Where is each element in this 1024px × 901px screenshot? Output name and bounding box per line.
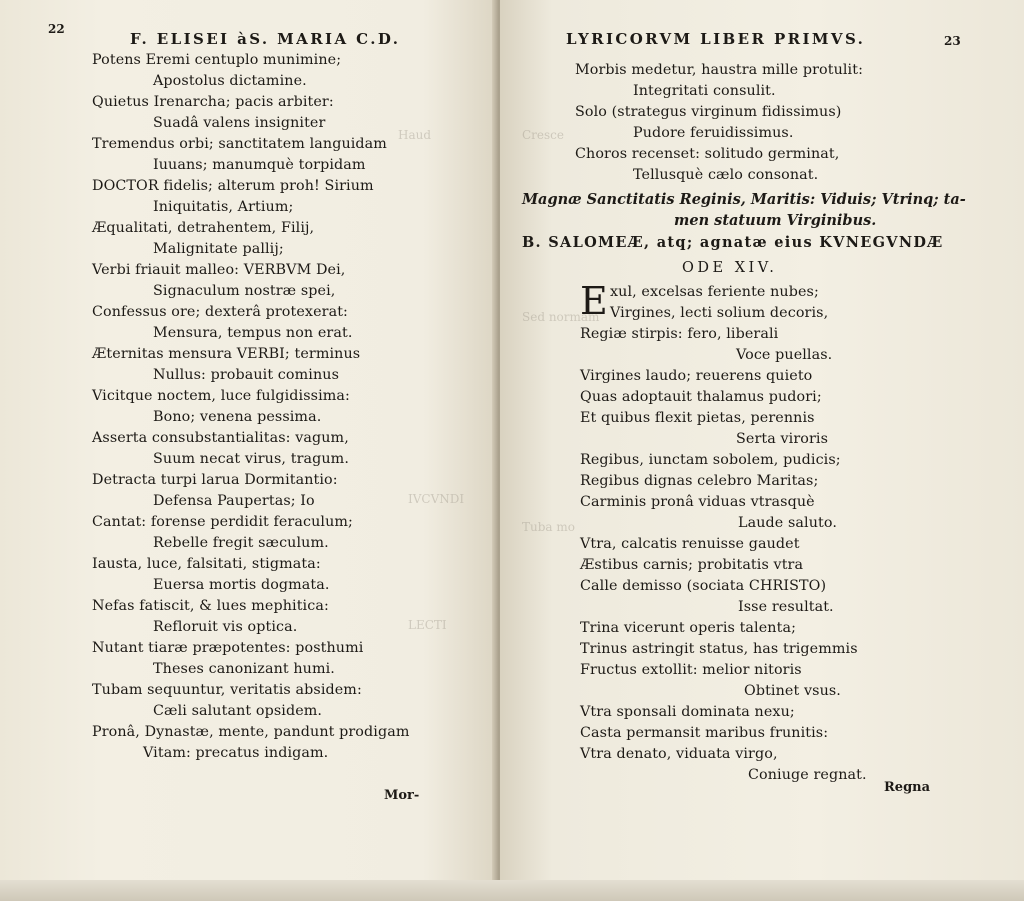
ode-number: ODE XIV. bbox=[682, 260, 778, 276]
verse-line: Carminis pronâ viduas vtrasquè bbox=[580, 494, 815, 510]
verse-line: Pudore feruidissimus. bbox=[633, 125, 794, 141]
catchword-left: Mor- bbox=[384, 788, 420, 803]
left-page bbox=[0, 0, 498, 901]
verse-line: Trinus astringit status, has trigemmis bbox=[580, 641, 858, 657]
verse-line: Voce puellas. bbox=[736, 347, 833, 363]
verse-line: Detracta turpi larua Dormitantio: bbox=[92, 472, 338, 488]
verse-line: Vtra, calcatis renuisse gaudet bbox=[580, 536, 800, 552]
verse-line: Solo (strategus virginum fidissimus) bbox=[575, 104, 842, 120]
verse-line: Theses canonizant humi. bbox=[153, 661, 335, 677]
verse-line: Serta viroris bbox=[736, 431, 829, 447]
verse-line: Rebelle fregit sæculum. bbox=[153, 535, 329, 551]
verse-line: Isse resultat. bbox=[738, 599, 834, 615]
show-through-text: Tuba mo bbox=[522, 520, 575, 534]
show-through-text: IVCVNDI bbox=[408, 492, 465, 506]
verse-line: Defensa Paupertas; Io bbox=[153, 493, 315, 509]
verse-line: Vicitque noctem, luce fulgidissima: bbox=[92, 388, 350, 404]
running-head-left: F. ELISEI àS. MARIA C.D. bbox=[130, 30, 401, 48]
verse-line: Refloruit vis optica. bbox=[153, 619, 298, 635]
verse-line: Morbis medetur, haustra mille protulit: bbox=[575, 62, 863, 78]
verse-line: Suum necat virus, tragum. bbox=[153, 451, 349, 467]
verse-line: Virgines, lecti solium decoris, bbox=[610, 305, 829, 321]
verse-line: Cantat: forense perdidit feraculum; bbox=[92, 514, 353, 530]
verse-line: Euersa mortis dogmata. bbox=[153, 577, 330, 593]
running-head-right: LYRICORVM LIBER PRIMVS. bbox=[566, 30, 866, 48]
verse-line: Casta permansit maribus frunitis: bbox=[580, 725, 829, 741]
show-through-text: LECTI bbox=[408, 618, 447, 632]
verse-line: xul, excelsas feriente nubes; bbox=[610, 284, 819, 300]
verse-line: Tremendus orbi; sanctitatem languidam bbox=[92, 136, 387, 152]
verse-line: Fructus extollit: melior nitoris bbox=[580, 662, 802, 678]
poem-dedication: Magnæ Sanctitatis Reginis, Maritis: Viduis; Vtrinq; ta- bbox=[522, 191, 966, 208]
verse-line: Calle demisso (sociata CHRISTO) bbox=[580, 578, 827, 594]
verse-line: Trina vicerunt operis talenta; bbox=[580, 620, 796, 636]
verse-line: Choros recenset: solitudo germinat, bbox=[575, 146, 840, 162]
catchword-right: Regna bbox=[884, 780, 931, 795]
verse-line: Virgines laudo; reuerens quieto bbox=[580, 368, 813, 384]
verse-line: Nullus: probauit cominus bbox=[153, 367, 340, 383]
verse-line: Regibus dignas celebro Maritas; bbox=[580, 473, 819, 489]
verse-line: Regiæ stirpis: fero, liberali bbox=[580, 326, 779, 342]
page-number-left: 22 bbox=[48, 22, 65, 36]
page-bottom-edge bbox=[0, 880, 1024, 901]
verse-line: Iniquitatis, Artium; bbox=[153, 199, 294, 215]
verse-line: Æstibus carnis; probitatis vtra bbox=[580, 557, 804, 573]
verse-line: Apostolus dictamine. bbox=[153, 73, 307, 89]
verse-line: Vitam: precatus indigam. bbox=[143, 745, 329, 761]
verse-line: Pronâ, Dynastæ, mente, pandunt prodigam bbox=[92, 724, 410, 740]
verse-line: Suadâ valens insigniter bbox=[153, 115, 326, 131]
show-through-text: Haud bbox=[398, 128, 432, 142]
verse-line: Verbi friauit malleo: VERBVM Dei, bbox=[92, 262, 346, 278]
verse-line: Iuuans; manumquè torpidam bbox=[153, 157, 366, 173]
verse-line: Malignitate pallij; bbox=[153, 241, 284, 257]
poem-title: B. SALOMEÆ, atq; agnatæ eius KVNEGVNDÆ bbox=[522, 234, 944, 251]
verse-line: Confessus ore; dexterâ protexerat: bbox=[92, 304, 348, 320]
verse-line: Signaculum nostræ spei, bbox=[153, 283, 336, 299]
verse-line: Tellusquè cælo consonat. bbox=[633, 167, 819, 183]
verse-line: Bono; venena pessima. bbox=[153, 409, 322, 425]
show-through-text: Cresce bbox=[522, 128, 564, 142]
right-page bbox=[500, 0, 1024, 901]
verse-line: Regibus, iunctam sobolem, pudicis; bbox=[580, 452, 841, 468]
verse-line: Vtra sponsali dominata nexu; bbox=[580, 704, 795, 720]
verse-line: Mensura, tempus non erat. bbox=[153, 325, 353, 341]
verse-line: Obtinet vsus. bbox=[744, 683, 841, 699]
verse-line: Cæli salutant opsidem. bbox=[153, 703, 323, 719]
verse-line: Quietus Irenarcha; pacis arbiter: bbox=[92, 94, 334, 110]
verse-line: Asserta consubstantialitas: vagum, bbox=[92, 430, 349, 446]
verse-line: Tubam sequuntur, veritatis absidem: bbox=[92, 682, 362, 698]
verse-line: Æqualitati, detrahentem, Filij, bbox=[92, 220, 315, 236]
verse-line: Quas adoptauit thalamus pudori; bbox=[580, 389, 822, 405]
page-number-right: 23 bbox=[944, 34, 961, 48]
verse-line: Integritati consulit. bbox=[633, 83, 776, 99]
verse-line: Potens Eremi centuplo munimine; bbox=[92, 52, 342, 68]
verse-line: DOCTOR fidelis; alterum proh! Sirium bbox=[92, 178, 374, 194]
verse-line: Et quibus flexit pietas, perennis bbox=[580, 410, 815, 426]
verse-line: Vtra denato, viduata virgo, bbox=[580, 746, 778, 762]
verse-line: Laude saluto. bbox=[738, 515, 837, 531]
drop-cap: E bbox=[580, 279, 608, 323]
verse-line: Nutant tiaræ præpotentes: posthumi bbox=[92, 640, 364, 656]
poem-dedication-cont: men statuum Virginibus. bbox=[674, 212, 877, 229]
verse-line: Iausta, luce, falsitati, stigmata: bbox=[92, 556, 321, 572]
verse-line: Coniuge regnat. bbox=[748, 767, 867, 783]
verse-line: Nefas fatiscit, & lues mephitica: bbox=[92, 598, 329, 614]
verse-line: Æternitas mensura VERBI; terminus bbox=[92, 346, 361, 362]
show-through-text: Sed normam bbox=[522, 310, 600, 324]
